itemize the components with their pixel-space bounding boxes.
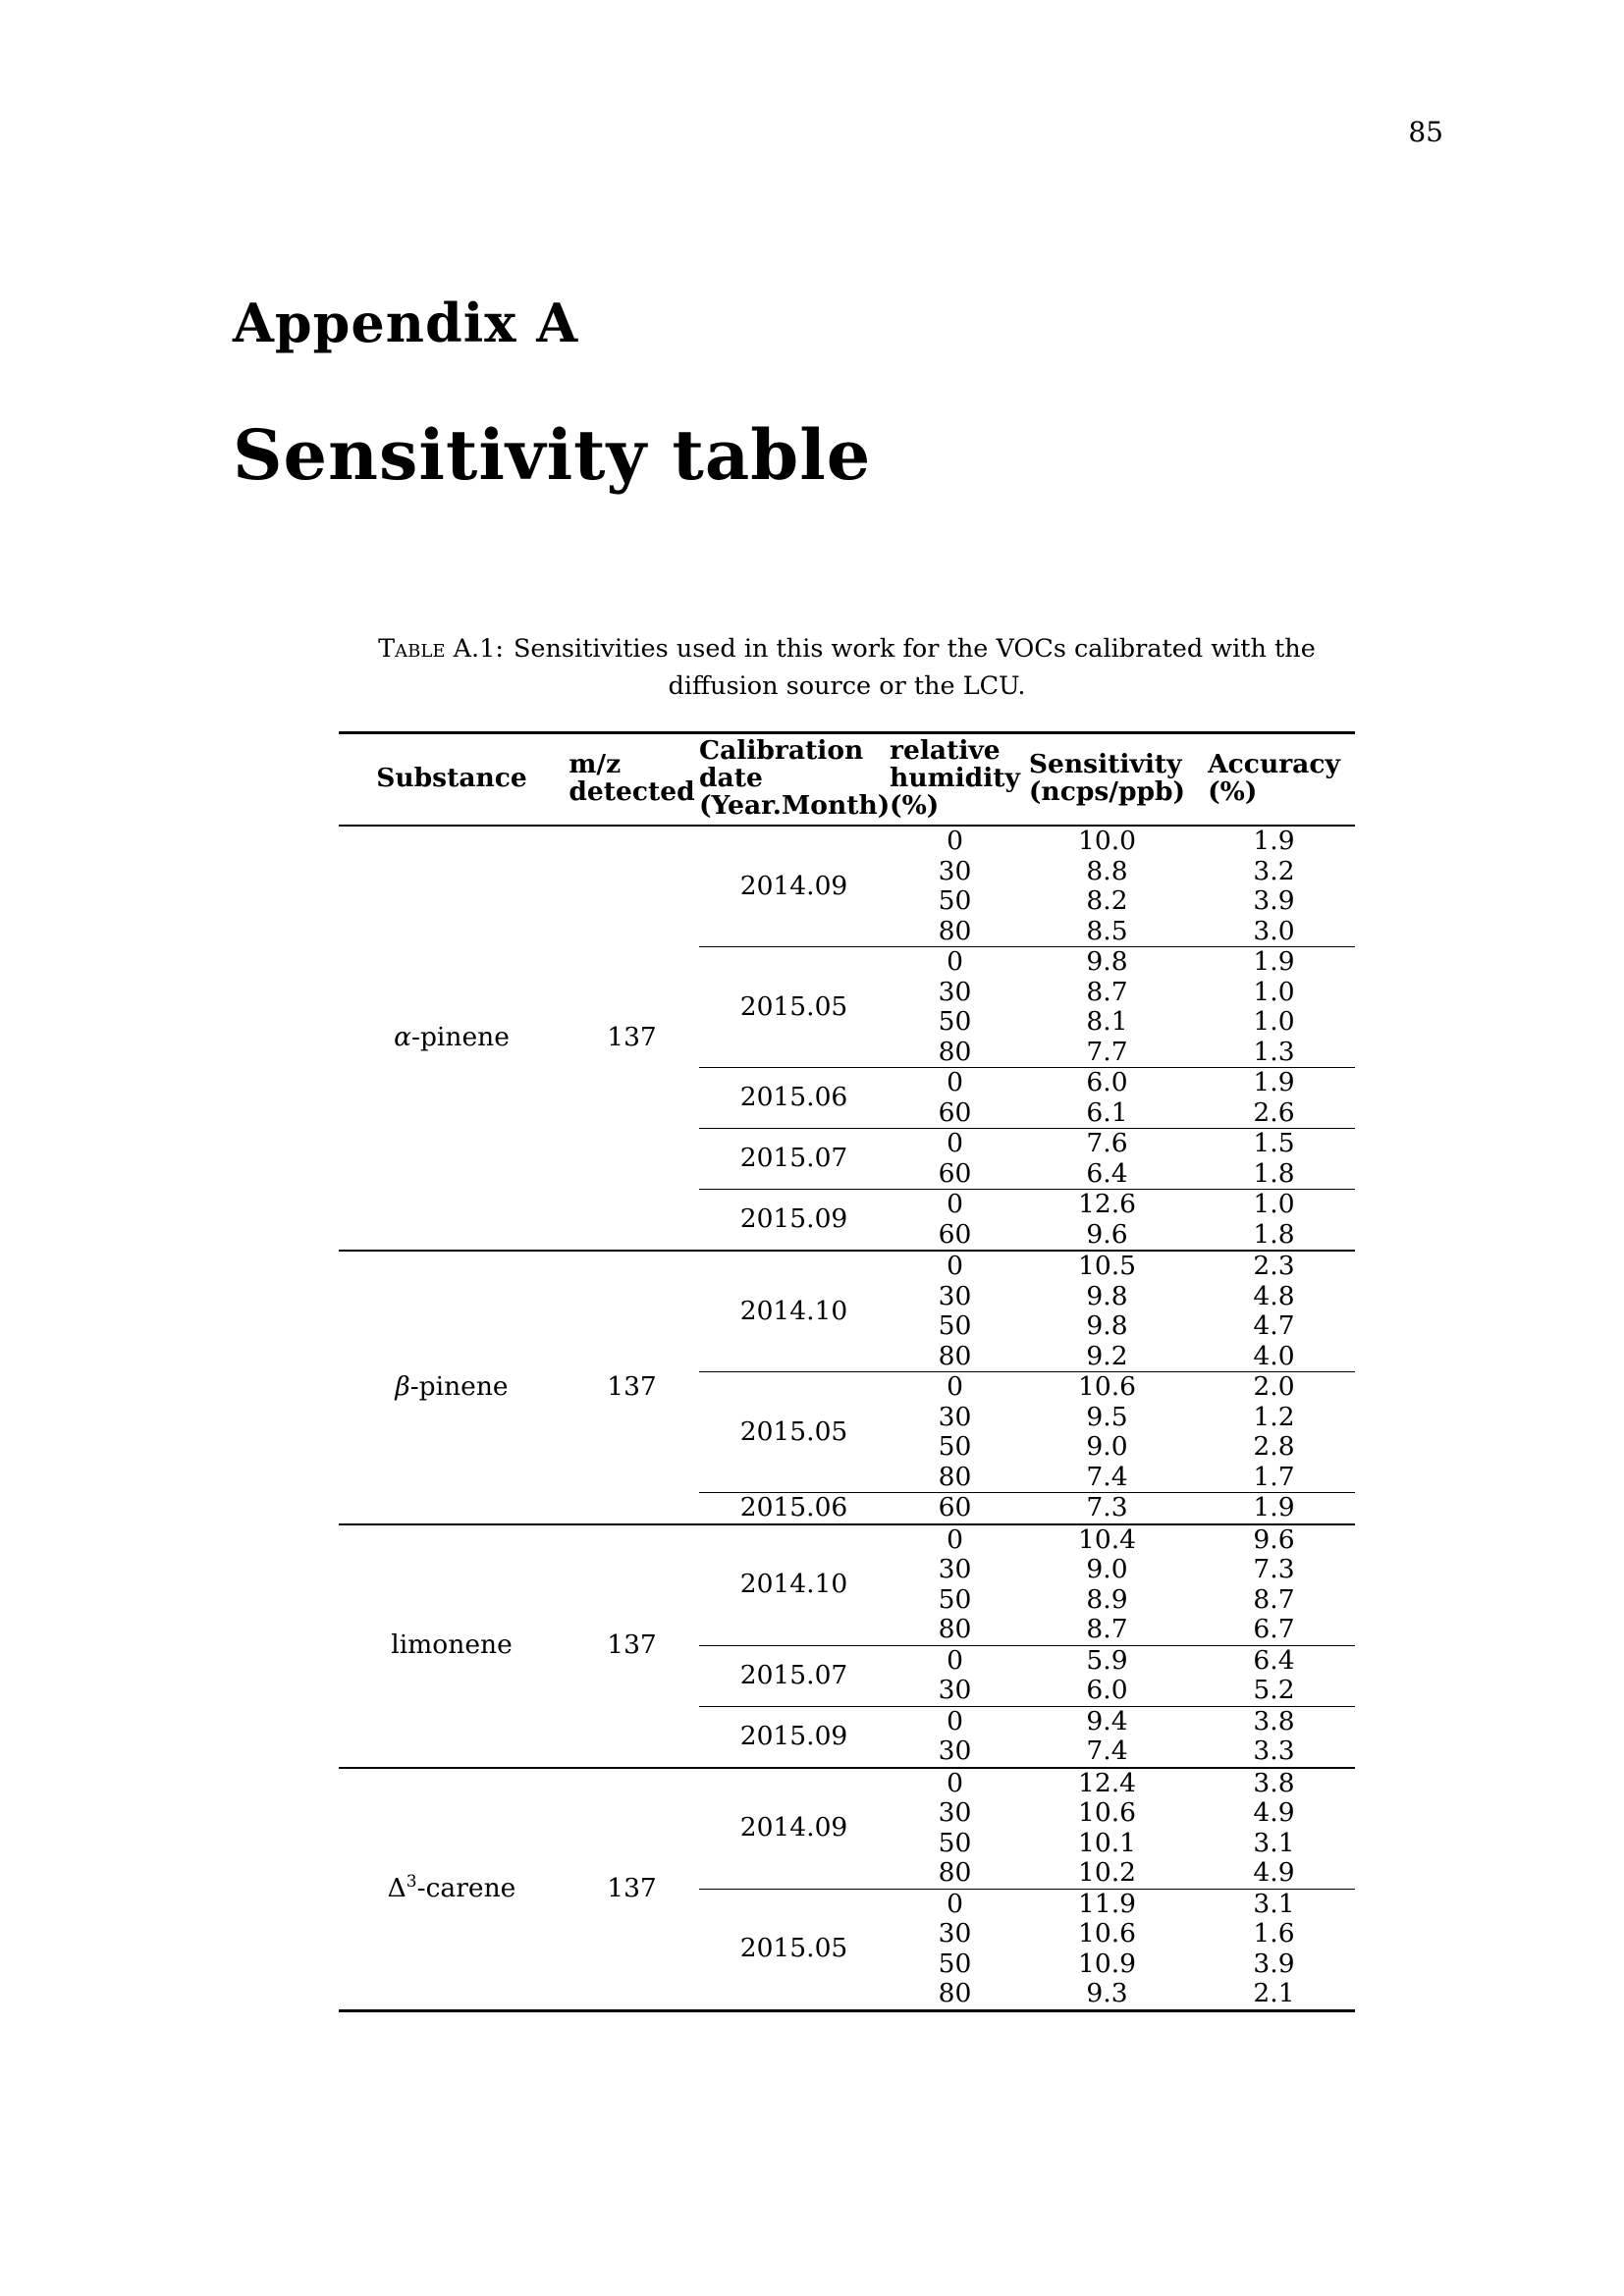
caption-label: Table A.1: (378, 634, 504, 664)
sensitivity-cell: 8.9 (1086, 1584, 1128, 1615)
humidity-cell: 80 (938, 1037, 972, 1067)
page-number: 85 (1408, 116, 1443, 148)
humidity-cell: 0 (889, 1768, 1021, 1799)
humidity-cell: 0 (889, 947, 1021, 978)
date-cell: 2015.07 (699, 1645, 889, 1706)
date-cell: 2015.05 (699, 1889, 889, 2010)
caption-text: Sensitivities used in this work for the VOCs calibrated with the (513, 634, 1316, 664)
accuracy-cell: 1.9 (1193, 1493, 1355, 1524)
mz-cell: 137 (607, 1022, 657, 1053)
accuracy-cell: 1.3 (1253, 1037, 1295, 1067)
sensitivity-cell: 9.0 (1086, 1432, 1128, 1462)
page-title: Sensitivity table (233, 414, 872, 496)
humidity-cell: 0 (889, 1251, 1021, 1282)
humidity-cell: 30 (938, 977, 972, 1007)
table-row (339, 1524, 1355, 1556)
humidity-cell: 0 (947, 826, 963, 856)
table-body (339, 826, 1355, 2010)
accuracy-cell: 1.9 (1193, 947, 1355, 978)
sensitivity-cell: 10.1 (1077, 1828, 1136, 1858)
humidity-cell: 0 (889, 1645, 1021, 1676)
column-header-accuracy: Accuracy (%) (1193, 733, 1355, 827)
sensitivity-cell: 9.8 (1086, 1311, 1128, 1341)
mz-cell: 137 (565, 1524, 699, 1768)
substance-cell: $\Delta^3$-carene (339, 1768, 565, 2011)
date-cell: 2014.10 (699, 1251, 889, 1372)
sensitivity-cell: 9.8 (1086, 1281, 1128, 1311)
sensitivity-cell: 12.6 (1021, 1190, 1193, 1220)
accuracy-cell: 6.4 (1193, 1645, 1355, 1676)
humidity-cell: 30 (938, 1555, 972, 1584)
accuracy-cell: 5.2 (1253, 1676, 1295, 1705)
sensitivity-cell: 8.8 (1086, 856, 1128, 886)
humidity-cell: 80 (938, 1615, 972, 1644)
humidity-cell: 80 (938, 916, 972, 946)
sensitivity-cell: 6.4 (1086, 1158, 1128, 1189)
sensitivity-cell: 8.2 (1086, 886, 1128, 916)
date-cell: 2014.10 (699, 1524, 889, 1646)
sensitivity-cell: 9.5 (1086, 1402, 1128, 1432)
humidity-cell: 80 (938, 1341, 972, 1371)
sensitivity-cell: 10.4 (1021, 1524, 1193, 1556)
sensitivity-cell: 8.7 (1086, 1615, 1128, 1644)
table-row (339, 1251, 1355, 1282)
column-header-mz: m/z detected (565, 733, 699, 827)
humidity-cell: 60 (938, 1097, 972, 1128)
mz-cell: 137 (565, 1251, 699, 1524)
accuracy-cell: 3.1 (1193, 1889, 1355, 1919)
humidity-cell: 50 (938, 1584, 972, 1615)
humidity-cell: 50 (938, 1432, 972, 1462)
humidity-cell: 80 (938, 1979, 972, 2008)
date-cell: 2015.07 (699, 1129, 889, 1190)
humidity-cell: 0 (889, 1129, 1021, 1159)
humidity-cell: 30 (938, 1402, 972, 1432)
sensitivity-cell: 10.6 (1021, 1372, 1193, 1403)
substance-cell: β-pinene (339, 1251, 565, 1524)
sensitivity-cell: 7.3 (1021, 1493, 1193, 1524)
accuracy-cell: 2.1 (1253, 1979, 1295, 2008)
humidity-cell: 80 (938, 1858, 972, 1888)
humidity-cell: 30 (938, 1798, 972, 1828)
accuracy-cell: 1.2 (1253, 1402, 1295, 1432)
humidity-cell: 30 (938, 1281, 972, 1311)
accuracy-cell: 2.6 (1253, 1097, 1295, 1128)
humidity-cell: 0 (889, 1524, 1021, 1556)
accuracy-cell: 6.7 (1253, 1615, 1295, 1644)
mz-cell: 137 (565, 1768, 699, 2011)
sensitivity-cell: 9.0 (1086, 1555, 1128, 1584)
chapter-heading: Appendix A (233, 292, 579, 354)
sensitivity-cell: 10.2 (1077, 1858, 1136, 1888)
sensitivity-table (339, 731, 1355, 2012)
table-row (339, 1768, 1355, 1799)
accuracy-cell: 1.5 (1193, 1129, 1355, 1159)
sensitivity-cell: 9.6 (1086, 1219, 1128, 1250)
sensitivity-cell: 11.9 (1021, 1889, 1193, 1919)
table-caption (304, 630, 1389, 705)
accuracy-cell: 2.8 (1253, 1432, 1295, 1462)
sensitivity-cell: 6.0 (1021, 1068, 1193, 1098)
accuracy-cell: 1.0 (1253, 1007, 1295, 1037)
table-row (339, 826, 1355, 857)
table-header-row (339, 733, 1355, 827)
accuracy-cell: 3.8 (1193, 1768, 1355, 1799)
accuracy-cell: 1.9 (1193, 1068, 1355, 1098)
humidity-cell: 0 (889, 1068, 1021, 1098)
accuracy-cell: 2.0 (1193, 1372, 1355, 1403)
accuracy-cell: 4.9 (1253, 1798, 1295, 1828)
accuracy-cell: 1.7 (1253, 1462, 1295, 1492)
accuracy-cell: 3.0 (1253, 916, 1295, 946)
accuracy-cell: 3.9 (1253, 886, 1295, 916)
date-cell: 2014.09 (699, 1768, 889, 1890)
humidity-cell: 80 (938, 1462, 972, 1492)
humidity-cell: 60 (889, 1493, 1021, 1524)
humidity-cell: 50 (938, 1007, 972, 1037)
accuracy-cell: 2.3 (1193, 1251, 1355, 1282)
sensitivity-cell: 12.4 (1021, 1768, 1193, 1799)
sensitivity-cell: 7.4 (1086, 1462, 1128, 1492)
sensitivity-cell: 9.2 (1086, 1341, 1128, 1371)
accuracy-cell: 3.9 (1253, 1949, 1295, 1979)
sensitivity-cell: 9.3 (1086, 1979, 1128, 2008)
humidity-cell: 30 (938, 856, 972, 886)
humidity-cell: 30 (938, 1736, 972, 1766)
sensitivity-cell: 9.8 (1021, 947, 1193, 978)
sensitivity-cell: 10.5 (1021, 1251, 1193, 1282)
sensitivity-cell: 8.1 (1086, 1007, 1128, 1037)
sensitivity-cell: 7.6 (1021, 1129, 1193, 1159)
date-cell: 2015.06 (699, 1493, 889, 1524)
date-cell: 2015.06 (699, 1068, 889, 1129)
substance-cell: limonene (339, 1524, 565, 1768)
substance-cell: α-pinene (394, 1022, 510, 1053)
caption-line-2: diffusion source or the LCU. (668, 671, 1026, 701)
humidity-cell: 0 (889, 1190, 1021, 1220)
accuracy-cell: 3.1 (1253, 1828, 1295, 1858)
column-header-humidity: relative humidity (%) (889, 733, 1021, 827)
humidity-cell: 30 (938, 1676, 972, 1705)
date-cell: 2015.09 (699, 1706, 889, 1768)
accuracy-cell: 4.0 (1253, 1341, 1295, 1371)
sensitivity-cell: 10.9 (1077, 1949, 1136, 1979)
accuracy-cell: 1.8 (1253, 1219, 1295, 1250)
humidity-cell: 60 (938, 1158, 972, 1189)
date-cell: 2015.09 (699, 1190, 889, 1252)
accuracy-cell: 4.9 (1253, 1858, 1295, 1888)
sensitivity-cell: 10.6 (1077, 1919, 1136, 1949)
sensitivity-cell: 10.6 (1077, 1798, 1136, 1828)
accuracy-cell: 8.7 (1253, 1584, 1295, 1615)
humidity-cell: 50 (938, 1828, 972, 1858)
humidity-cell: 0 (889, 1889, 1021, 1919)
humidity-cell: 0 (889, 1372, 1021, 1403)
column-header-sensitivity: Sensitivity (ncps/ppb) (1021, 733, 1193, 827)
accuracy-cell: 7.3 (1253, 1555, 1295, 1584)
accuracy-cell: 9.6 (1193, 1524, 1355, 1556)
column-header-date: Calibration date (Year.Month) (699, 733, 889, 827)
sensitivity-cell: 6.1 (1086, 1097, 1128, 1128)
accuracy-cell: 4.8 (1253, 1281, 1295, 1311)
sensitivity-cell: 5.9 (1021, 1645, 1193, 1676)
humidity-cell: 50 (938, 1311, 972, 1341)
date-cell: 2015.05 (699, 1372, 889, 1493)
sensitivity-cell: 10.0 (1077, 826, 1136, 856)
accuracy-cell: 4.7 (1253, 1311, 1295, 1341)
date-cell: 2014.09 (739, 870, 848, 901)
humidity-cell: 60 (938, 1219, 972, 1250)
accuracy-cell: 1.8 (1253, 1158, 1295, 1189)
caption-line-1 (304, 630, 1389, 667)
sensitivity-cell: 7.7 (1086, 1037, 1128, 1067)
sensitivity-cell: 8.7 (1086, 977, 1128, 1007)
sensitivity-cell: 6.0 (1086, 1676, 1128, 1705)
sensitivity-cell: 9.4 (1021, 1706, 1193, 1736)
humidity-cell: 0 (889, 1706, 1021, 1736)
accuracy-cell: 1.0 (1253, 977, 1295, 1007)
sensitivity-cell: 7.4 (1086, 1736, 1128, 1766)
accuracy-cell: 1.0 (1193, 1190, 1355, 1220)
humidity-cell: 30 (938, 1919, 972, 1949)
humidity-cell: 50 (938, 1949, 972, 1979)
humidity-cell: 50 (938, 886, 972, 916)
accuracy-cell: 3.2 (1253, 856, 1295, 886)
accuracy-cell: 1.9 (1253, 826, 1295, 856)
accuracy-cell: 3.8 (1193, 1706, 1355, 1736)
sensitivity-cell: 8.5 (1086, 916, 1128, 946)
column-header-substance: Substance (339, 733, 565, 827)
date-cell: 2015.05 (699, 947, 889, 1068)
accuracy-cell: 1.6 (1253, 1919, 1295, 1949)
accuracy-cell: 3.3 (1253, 1736, 1295, 1766)
